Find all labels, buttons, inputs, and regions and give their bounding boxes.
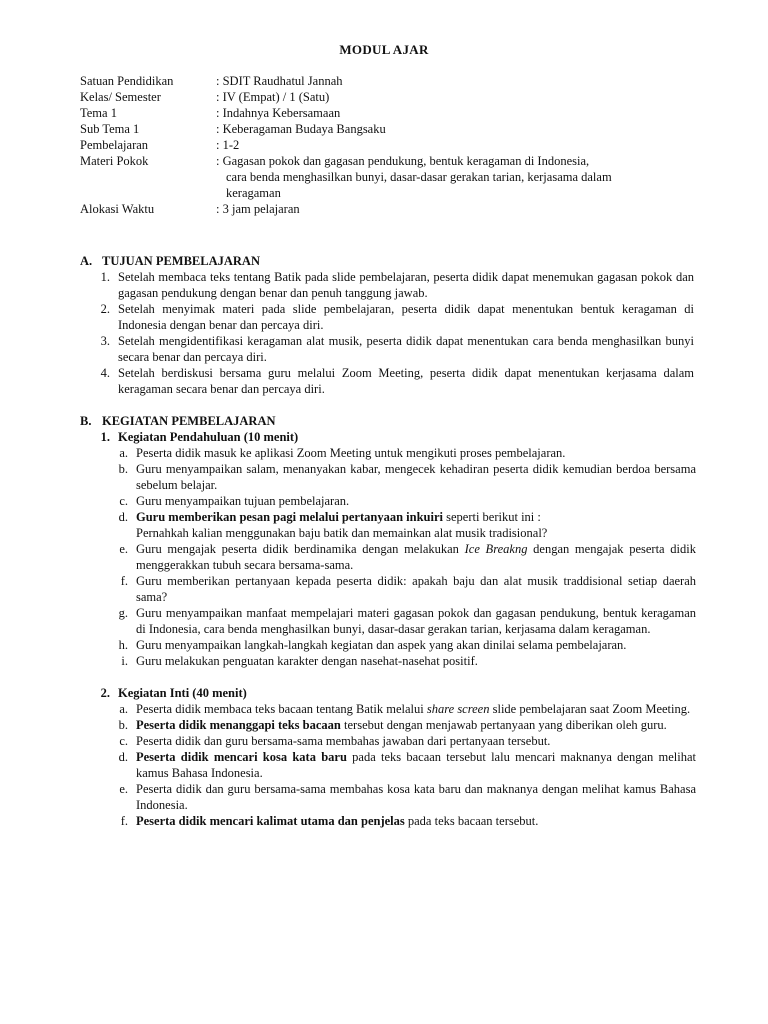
- item-text: Setelah membaca teks tentang Batik pada slide pembelajaran, peserta didik dapat menemukan gagasan pokok dan gagasan pendukung dengan benar dan penuh tanggung jawab.: [118, 270, 694, 300]
- meta-key: Pembelajaran: [80, 138, 149, 152]
- item-italic-text: Ice Breakng: [464, 542, 528, 556]
- section-title: KEGIATAN PEMBELAJARAN: [102, 414, 276, 428]
- item-rest-text: pada teks bacaan tersebut.: [404, 814, 539, 828]
- item-text: [136, 701, 696, 717]
- list-item: [80, 717, 696, 733]
- subsection-number: 1.: [100, 430, 110, 444]
- meta-key: Kelas/ Semester: [80, 90, 161, 104]
- section-letter: B.: [80, 414, 92, 428]
- item-text: [136, 717, 696, 733]
- list-item: [80, 573, 696, 605]
- meta-row-kelas: [80, 89, 700, 105]
- item-letter: e.: [119, 542, 128, 556]
- item-text: Peserta didik dan guru bersama-sama membahas kosa kata baru dan maknanya dengan melihat kamus Bahasa Indonesia.: [136, 782, 696, 812]
- meta-row-pembelajaran: [80, 137, 700, 153]
- item-text: Peserta didik dan guru bersama-sama membahas jawaban dari pertanyaan tersebut.: [136, 734, 551, 748]
- list-item: [80, 605, 696, 637]
- meta-value: : 3 jam pelajaran: [216, 202, 300, 216]
- meta-value: : Keberagaman Budaya Bangsaku: [216, 122, 386, 136]
- item-post-text: dengan mengajak peserta didik menggerakkan tubuh secara bersama-sama.: [136, 542, 696, 572]
- item-post-text: slide pembelajaran saat Zoom Meeting.: [489, 702, 691, 716]
- list-item: [80, 493, 696, 509]
- list-item: [80, 637, 696, 653]
- item-rest-text: seperti berikut ini :: [442, 510, 541, 524]
- section-kegiatan: [80, 413, 696, 829]
- list-item: [80, 365, 694, 397]
- item-number: 4.: [100, 366, 110, 380]
- item-text: Guru menyampaikan langkah-langkah kegiatan dan aspek yang akan dinilai selama pembelajaran.: [136, 638, 627, 652]
- item-letter: h.: [118, 638, 128, 652]
- section-letter: A.: [80, 254, 93, 268]
- meta-row-alokasi: [80, 201, 700, 217]
- section-title: TUJUAN PEMBELAJARAN: [102, 254, 260, 268]
- item-text: [136, 509, 696, 541]
- pendahuluan-list: [80, 445, 696, 669]
- meta-row-subtema: [80, 121, 700, 137]
- item-letter: f.: [120, 814, 128, 828]
- list-item: [80, 333, 694, 365]
- item-pre-text: Guru mengajak peserta didik berdinamika dengan melakukan: [136, 542, 465, 556]
- item-letter: c.: [119, 734, 128, 748]
- item-rest-text: tersebut dengan menjawab pertanyaan yang diberikan oleh guru.: [340, 718, 667, 732]
- item-rest-text: pada teks bacaan tersebut lalu mencari maknanya dengan melihat kamus Bahasa Indonesia.: [136, 750, 696, 780]
- list-item: [80, 653, 696, 669]
- item-number: 3.: [100, 334, 110, 348]
- item-text: Guru menyampaikan tujuan pembelajaran.: [136, 494, 350, 508]
- list-item: [80, 301, 694, 333]
- item-text: Guru memberikan pertanyaan kepada peserta didik: apakah baju dan alat musik traddisional setiap daerah sama?: [136, 574, 696, 604]
- meta-value: : Gagasan pokok dan gagasan pendukung, bentuk keragaman di Indonesia,: [216, 154, 590, 168]
- meta-key: Alokasi Waktu: [80, 202, 155, 216]
- meta-value-multiline: [216, 153, 700, 201]
- item-text: Setelah mengidentifikasi keragaman alat musik, peserta didik dapat menentukan cara benda menghasilkan bunyi secara benar dan percaya diri.: [118, 334, 694, 364]
- inti-list: [80, 701, 696, 829]
- item-letter: f.: [120, 574, 128, 588]
- spacer: [80, 669, 696, 685]
- item-text: [136, 749, 696, 781]
- item-text: Guru menyampaikan manfaat mempelajari materi gagasan pokok dan gagasan pendukung, bentuk keragaman di Indonesia, cara benda menghasilkan bunyi, dasar-dasar gerakan tarian, kerjasama dalam keragaman.: [136, 606, 696, 636]
- item-text: Setelah menyimak materi pada slide pembelajaran, peserta didik dapat menentukan bentuk keragaman di Indonesia dengan benar dan percaya diri.: [118, 302, 694, 332]
- list-item: [80, 445, 696, 461]
- list-item: [80, 701, 696, 717]
- tujuan-list: [80, 269, 694, 397]
- meta-value: : Indahnya Kebersamaan: [216, 106, 341, 120]
- meta-key: Tema 1: [80, 106, 117, 120]
- subsection-number: 2.: [100, 686, 110, 700]
- item-pre-text: Peserta didik membaca teks bacaan tentang Batik melalui: [136, 702, 427, 716]
- section-tujuan: [80, 253, 696, 397]
- item-text: [136, 541, 696, 573]
- item-text: Peserta didik masuk ke aplikasi Zoom Meeting untuk mengikuti proses pembelajaran.: [136, 446, 566, 460]
- subsection-heading: [80, 429, 696, 445]
- item-letter: b.: [118, 462, 128, 476]
- list-item: [80, 541, 696, 573]
- item-letter: c.: [119, 494, 128, 508]
- list-item: [80, 509, 696, 541]
- item-letter: g.: [118, 606, 128, 620]
- item-text: Setelah berdiskusi bersama guru melalui Zoom Meeting, peserta didik dapat menentukan kerjasama dalam keragaman secara benar dan percaya diri.: [118, 366, 694, 396]
- item-italic-text: share screen: [426, 702, 490, 716]
- item-bold-text: Guru memberikan pesan pagi melalui pertanyaan inkuiri: [136, 510, 443, 524]
- item-letter: i.: [121, 654, 128, 668]
- meta-row-tema: [80, 105, 700, 121]
- item-text: Guru menyampaikan salam, menanyakan kabar, mengecek kehadiran peserta didik kemudian berdoa bersama sebelum belajar.: [136, 462, 696, 492]
- list-item: [80, 733, 696, 749]
- list-item: [80, 269, 694, 301]
- item-question-text: Pernahkah kalian menggunakan baju batik dan memainkan alat musik tradisional?: [136, 526, 548, 540]
- list-item: [80, 749, 696, 781]
- subsection-title: Kegiatan Inti (40 menit): [118, 686, 247, 700]
- identity-table: [80, 73, 700, 217]
- document-title: MODUL AJAR: [339, 42, 429, 57]
- item-letter: d.: [118, 510, 128, 524]
- item-bold-text: Peserta didik mencari kosa kata baru: [136, 750, 347, 764]
- item-text: Guru melakukan penguatan karakter dengan nasehat-nasehat positif.: [136, 654, 478, 668]
- list-item: [80, 781, 696, 813]
- item-letter: d.: [118, 750, 128, 764]
- item-letter: a.: [119, 446, 128, 460]
- meta-key: Satuan Pendidikan: [80, 74, 174, 88]
- meta-value: : 1-2: [216, 138, 240, 152]
- meta-value: : SDIT Raudhatul Jannah: [216, 74, 343, 88]
- meta-value-cont: keragaman: [226, 186, 281, 200]
- section-heading: [80, 413, 696, 429]
- meta-value: : IV (Empat) / 1 (Satu): [216, 90, 330, 104]
- meta-value-cont: cara benda menghasilkan bunyi, dasar-dasar gerakan tarian, kerjasama dalam: [226, 170, 612, 184]
- item-number: 1.: [100, 270, 110, 284]
- list-item: [80, 461, 696, 493]
- item-bold-text: Peserta didik menanggapi teks bacaan: [136, 718, 341, 732]
- item-letter: e.: [119, 782, 128, 796]
- section-heading: [80, 253, 696, 269]
- item-bold-text: Peserta didik mencari kalimat utama dan penjelas: [136, 814, 405, 828]
- meta-row-materi: [80, 153, 700, 201]
- item-letter: b.: [118, 718, 128, 732]
- subsection-title: Kegiatan Pendahuluan (10 menit): [118, 430, 299, 444]
- item-number: 2.: [100, 302, 110, 316]
- meta-row-satuan: [80, 73, 700, 89]
- subsection-heading: [80, 685, 696, 701]
- item-text: [136, 813, 696, 829]
- item-letter: a.: [119, 702, 128, 716]
- list-item: [80, 813, 696, 829]
- meta-key: Materi Pokok: [80, 154, 149, 168]
- meta-key: Sub Tema 1: [80, 122, 140, 136]
